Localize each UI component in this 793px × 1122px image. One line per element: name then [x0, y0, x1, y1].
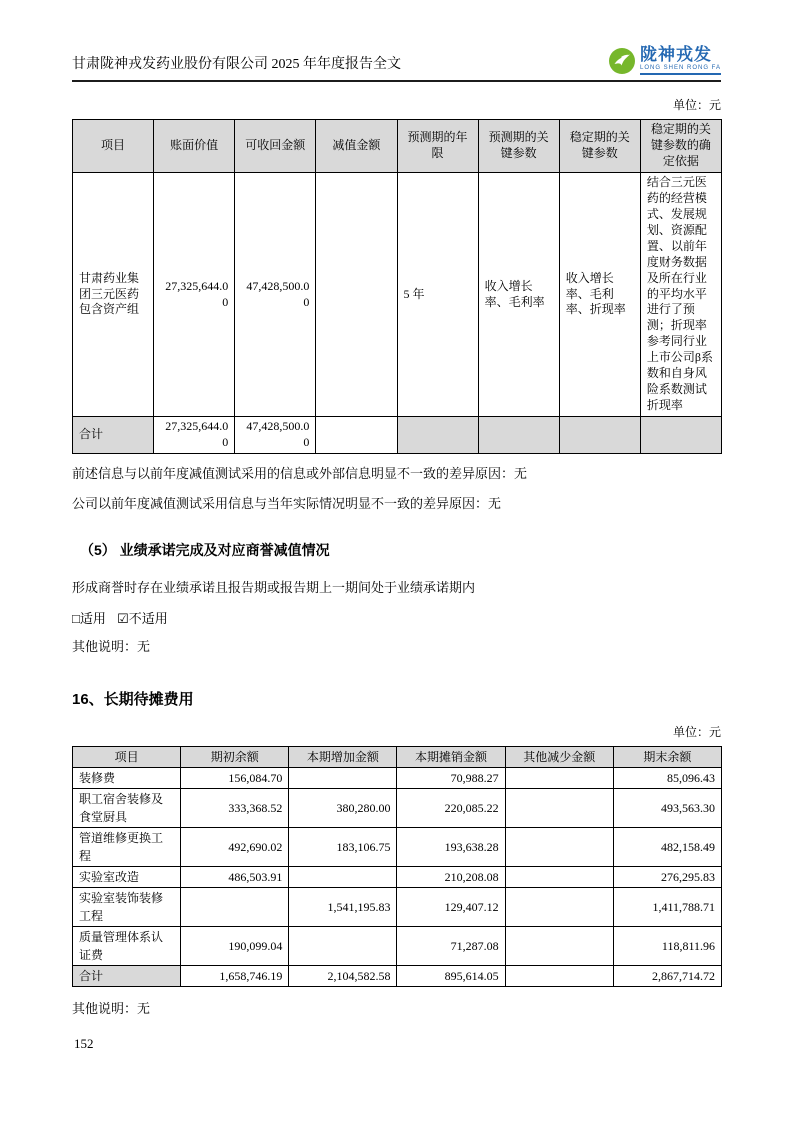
- checkbox-not-applicable: ☑不适用: [117, 611, 168, 627]
- cell-other-decrease: [505, 926, 613, 965]
- cell-stable-params-basis: 结合三元医药的经营模式、发展规划、资源配置、以前年度财务数据及所在行业的平均水平进行了预测；折现率参考同行业上市公司β系数和自身风险系数测试折现率: [640, 172, 721, 416]
- table-row: [73, 827, 722, 866]
- cell-total-closing-balance: 2,867,714.72: [613, 965, 721, 986]
- table-row: [73, 788, 722, 827]
- col-header: 预测期的年限: [397, 120, 478, 173]
- cell-item: 实验室改造: [73, 866, 181, 887]
- cell-total-amortization: 895,614.05: [397, 965, 505, 986]
- logo-brand-en: LONG SHEN RONG FA: [640, 65, 721, 75]
- cell-other-decrease: [505, 767, 613, 788]
- cell-other-decrease: [505, 866, 613, 887]
- section-16-heading: 16、长期待摊费用: [72, 690, 194, 708]
- unit-label: 单位：元: [672, 98, 721, 112]
- cell-amortization: 71,287.08: [397, 926, 505, 965]
- note-actual-info-difference: 公司以前年度减值测试采用信息与当年实际情况明显不一致的差异原因：无: [72, 496, 502, 512]
- section-5-intro: 形成商誉时存在业绩承诺且报告期或报告期上一期间处于业绩承诺期内: [72, 580, 476, 596]
- table-row: [73, 866, 722, 887]
- cell-opening-balance: 486,503.91: [181, 866, 289, 887]
- checkbox-applicable: □适用: [72, 611, 106, 627]
- cell-closing-balance: 118,811.96: [613, 926, 721, 965]
- logo-text: [640, 46, 721, 75]
- section-16-other-note: 其他说明：无: [72, 1000, 151, 1016]
- company-logo: [609, 46, 721, 75]
- table-total-row: [73, 965, 722, 986]
- col-header: 本期摊销金额: [397, 746, 505, 767]
- cell-empty: [559, 417, 640, 454]
- cell-amortization: 70,988.27: [397, 767, 505, 788]
- cell-empty: [397, 417, 478, 454]
- cell-stable-key-params: 收入增长率、毛利率、折现率: [559, 172, 640, 416]
- table-header-row: [73, 746, 722, 767]
- col-header: 预测期的关键参数: [478, 120, 559, 173]
- col-header: 项目: [73, 746, 181, 767]
- goodwill-impairment-table: [72, 119, 722, 454]
- cell-total-other-decrease: [505, 965, 613, 986]
- cell-impairment-amount: [316, 172, 397, 416]
- long-term-deferred-expenses-table: [72, 746, 722, 987]
- cell-item: 质量管理体系认证费: [73, 926, 181, 965]
- cell-other-decrease: [505, 788, 613, 827]
- cell-increase: 380,280.00: [289, 788, 397, 827]
- document-title: 甘肃陇神戎发药业股份有限公司 2025 年年度报告全文: [72, 57, 401, 72]
- cell-increase: 1,541,195.83: [289, 887, 397, 926]
- table-row: [73, 172, 722, 416]
- cell-amortization: 210,208.08: [397, 866, 505, 887]
- cell-empty: [478, 417, 559, 454]
- table-header-row: [73, 120, 722, 173]
- col-header: 稳定期的关键参数: [559, 120, 640, 173]
- col-header: 期初余额: [181, 746, 289, 767]
- cell-increase: 183,106.75: [289, 827, 397, 866]
- cell-recoverable-amount: 47,428,500.00: [235, 172, 316, 416]
- cell-opening-balance: 492,690.02: [181, 827, 289, 866]
- col-header: 期末余额: [613, 746, 721, 767]
- document-header: [72, 46, 721, 82]
- cell-book-value: 27,325,644.00: [154, 172, 235, 416]
- note-prior-info-difference: 前述信息与以前年度减值测试采用的信息或外部信息明显不一致的差异原因：无: [72, 466, 528, 482]
- cell-item: 管道维修更换工程: [73, 827, 181, 866]
- col-header: 账面价值: [154, 120, 235, 173]
- applicability-checkboxes: [72, 608, 721, 627]
- cell-total-opening-balance: 1,658,746.19: [181, 965, 289, 986]
- cell-item: 装修费: [73, 767, 181, 788]
- cell-item: 实验室装饰装修工程: [73, 887, 181, 926]
- cell-increase: [289, 866, 397, 887]
- cell-closing-balance: 482,158.49: [613, 827, 721, 866]
- col-header: 可收回金额: [235, 120, 316, 173]
- col-header: 其他减少金额: [505, 746, 613, 767]
- cell-opening-balance: 156,084.70: [181, 767, 289, 788]
- cell-increase: [289, 926, 397, 965]
- cell-total-label: 合计: [73, 965, 181, 986]
- section-5-heading: （5） 业绩承诺完成及对应商誉减值情况: [80, 542, 330, 559]
- cell-forecast-period: 5 年: [397, 172, 478, 416]
- cell-total-recoverable-amount: 47,428,500.00: [235, 417, 316, 454]
- col-header: 减值金额: [316, 120, 397, 173]
- col-header: 本期增加金额: [289, 746, 397, 767]
- cell-increase: [289, 767, 397, 788]
- col-header: 项目: [73, 120, 154, 173]
- cell-opening-balance: 333,368.52: [181, 788, 289, 827]
- cell-total-book-value: 27,325,644.00: [154, 417, 235, 454]
- cell-other-decrease: [505, 887, 613, 926]
- col-header: 稳定期的关键参数的确定依据: [640, 120, 721, 173]
- section-5-other-note: 其他说明：无: [72, 639, 151, 655]
- cell-item: 职工宿舍装修及食堂厨具: [73, 788, 181, 827]
- cell-closing-balance: 85,096.43: [613, 767, 721, 788]
- cell-forecast-key-params: 收入增长率、毛利率: [478, 172, 559, 416]
- table-total-row: [73, 417, 722, 454]
- table-row: [73, 926, 722, 965]
- cell-closing-balance: 1,411,788.71: [613, 887, 721, 926]
- cell-total-label: 合计: [73, 417, 154, 454]
- cell-opening-balance: [181, 887, 289, 926]
- cell-amortization: 129,407.12: [397, 887, 505, 926]
- cell-closing-balance: 276,295.83: [613, 866, 721, 887]
- cell-amortization: 193,638.28: [397, 827, 505, 866]
- cell-item: 甘肃药业集团三元医药包含资产组: [73, 172, 154, 416]
- logo-brand-cn: 陇神戎发: [639, 45, 712, 64]
- table-row: [73, 887, 722, 926]
- cell-closing-balance: 493,563.30: [613, 788, 721, 827]
- cell-empty: [640, 417, 721, 454]
- cell-total-impairment-amount: [316, 417, 397, 454]
- cell-opening-balance: 190,099.04: [181, 926, 289, 965]
- table-row: [73, 767, 722, 788]
- unit-label: 单位：元: [672, 724, 721, 739]
- cell-other-decrease: [505, 827, 613, 866]
- page-number: 152: [74, 1036, 94, 1051]
- logo-bird-icon: [609, 48, 635, 74]
- cell-total-increase: 2,104,582.58: [289, 965, 397, 986]
- cell-amortization: 220,085.22: [397, 788, 505, 827]
